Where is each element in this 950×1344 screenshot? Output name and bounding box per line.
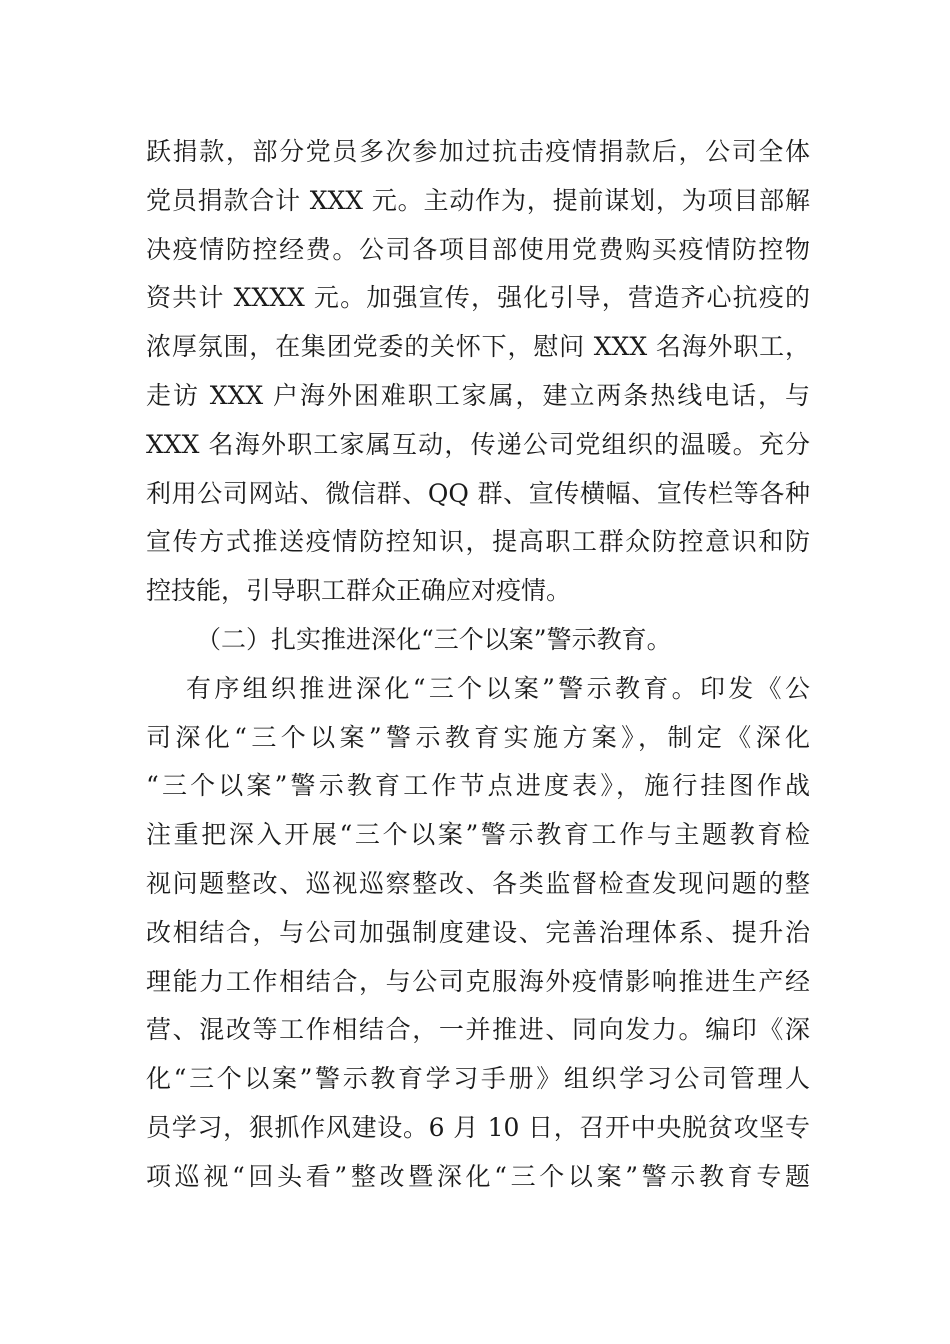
text-line: 走访 XXX 户海外困难职工家属，建立两条热线电话，与 (146, 380, 810, 410)
text-line: “三个以案”警示教育工作节点进度表》，施行挂图作战 (146, 771, 810, 801)
text-line: 浓厚氛围，在集团党委的关怀下，慰问 XXX 名海外职工， (146, 332, 810, 362)
text-line: 控技能，引导职工群众正确应对疫情。 (146, 576, 572, 606)
text-line: 决疫情防控经费。公司各项目部使用党费购买疫情防控物 (146, 234, 810, 264)
text-line: 视问题整改、巡视巡察整改、各类监督检查发现问题的整 (146, 868, 810, 898)
text-line: 化“三个以案”警示教育学习手册》组织学习公司管理人 (146, 1064, 810, 1094)
text-line: 跃捐款，部分党员多次参加过抗击疫情捐款后，公司全体 (146, 137, 810, 166)
text-line: 资共计 XXXX 元。加强宣传，强化引导，营造齐心抗疫的 (146, 283, 810, 313)
document-body (146, 128, 810, 1202)
text-line: 司深化“三个以案”警示教育实施方案》，制定《深化 (146, 722, 810, 752)
text-line: 利用公司网站、微信群、QQ 群、宣传横幅、宣传栏等各种 (146, 478, 810, 508)
text-line: 改相结合，与公司加强制度建设、完善治理体系、提升治 (146, 917, 810, 947)
text-line: 有序组织推进深化“三个以案”警示教育。印发《公 (186, 673, 810, 703)
text-line: 注重把深入开展“三个以案”警示教育工作与主题教育检 (146, 820, 810, 850)
text-line: 宣传方式推送疫情防控知识，提高职工群众防控意识和防 (146, 527, 810, 557)
text-line: 员学习，狠抓作风建设。6 月 10 日，召开中央脱贫攻坚专 (146, 1112, 810, 1142)
text-line: 营、混改等工作相结合，一并推进、同向发力。编印《深 (146, 1015, 810, 1045)
text-line: XXX 名海外职工家属互动，传递公司党组织的温暖。充分 (146, 429, 810, 459)
text-line: 项巡视“回头看”整改暨深化“三个以案”警示教育专题 (146, 1161, 810, 1191)
text-line: 理能力工作相结合，与公司克服海外疫情影响推进生产经 (146, 966, 810, 996)
text-line: 党员捐款合计 XXX 元。主动作为，提前谋划，为项目部解 (146, 185, 810, 215)
section-heading: （二）扎实推进深化“三个以案”警示教育。 (196, 624, 672, 654)
